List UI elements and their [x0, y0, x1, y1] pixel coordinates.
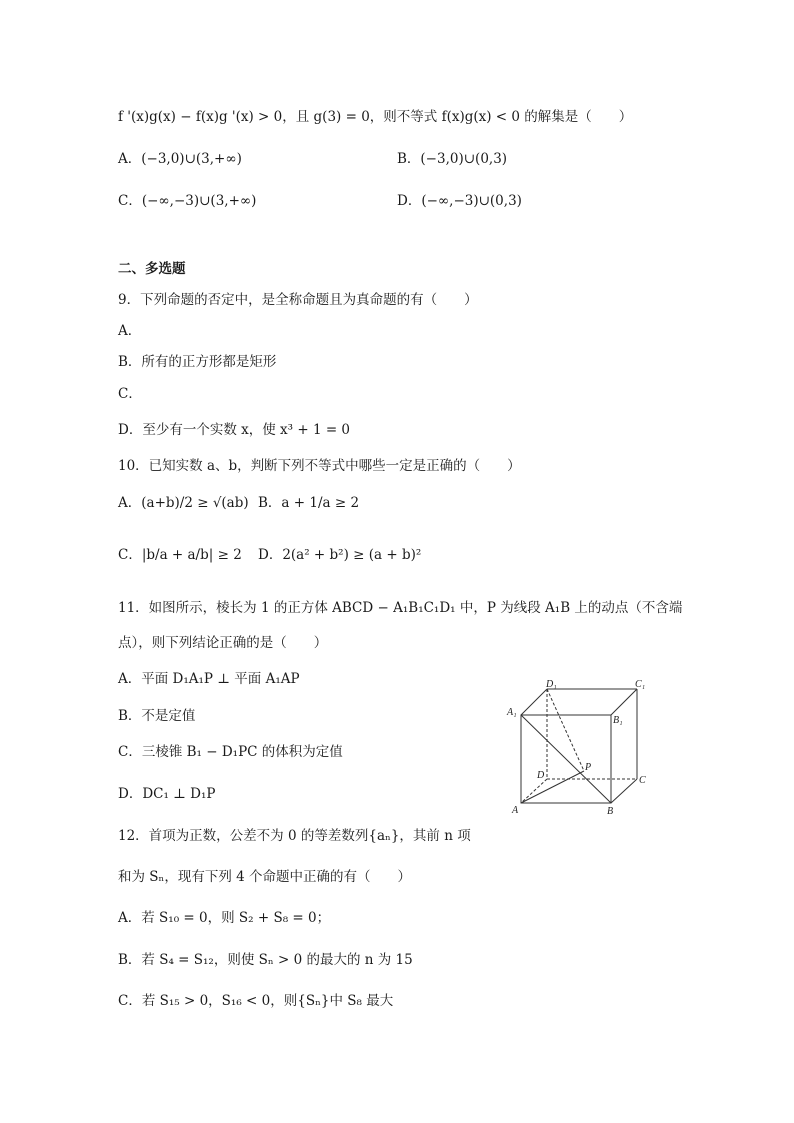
- cube-diagram: [506, 678, 656, 820]
- q9-option-c: C．: [118, 386, 142, 402]
- q8-option-b: B．(−3,0)∪(0,3): [397, 151, 508, 167]
- q9-option-b: B．所有的正方形都是矩形: [118, 354, 277, 370]
- q8-option-d: D．(−∞,−3)∪(0,3): [397, 193, 522, 209]
- q10-option-d: D．2(a² + b²) ≥ (a + b)²: [258, 547, 422, 563]
- q8-stem: f '(x)g(x) − f(x)g '(x) > 0，且 g(3) = 0，则不等式 f(x)g(x) < 0 的解集是（ ）: [118, 109, 633, 125]
- cube-visible-edges: [521, 689, 637, 803]
- q12-option-a: A．若 S₁₀ = 0，则 S₂ + S₈ = 0；: [118, 910, 331, 926]
- q12-option-b: B．若 S₄ = S₁₂，则使 Sₙ > 0 的最大的 n 为 15: [118, 952, 413, 968]
- cube-label-b: B: [607, 806, 614, 817]
- q10-option-a: A．(a+b)/2 ≥ √(ab): [118, 495, 249, 511]
- q11-stem-line2: 点），则下列结论正确的是（ ）: [118, 635, 328, 651]
- cube-label-d: D: [537, 770, 545, 781]
- q11-option-d: D．DC₁ ⊥ D₁P: [118, 786, 216, 802]
- q12-stem-line1: 12．首项为正数，公差不为 0 的等差数列{aₙ}，其前 n 项: [118, 828, 471, 844]
- q11-option-c: C．三棱锥 B₁ − D₁PC 的体积为定值: [118, 744, 343, 760]
- q11-option-a: A．平面 D₁A₁P ⊥ 平面 A₁AP: [118, 671, 300, 687]
- section-heading: 二、多选题: [118, 261, 186, 277]
- q9-option-d: D．至少有一个实数 x，使 x³ + 1 = 0: [118, 422, 351, 438]
- cube-label-a1: A₁: [507, 707, 517, 718]
- q11-stem-line1: 11．如图所示，棱长为 1 的正方体 ABCD − A₁B₁C₁D₁ 中，P 为线段 A₁B 上的动点（不含端: [118, 600, 683, 616]
- q9-option-a: A．: [118, 323, 142, 339]
- q9-stem: 9．下列命题的否定中，是全称命题且为真命题的有（ ）: [118, 292, 478, 308]
- q8-option-c: C．(−∞,−3)∪(3,+∞): [118, 193, 257, 209]
- cube-label-d1: D₁: [546, 679, 557, 690]
- cube-label-p: P: [585, 762, 592, 773]
- q10-option-b: B．a + 1/a ≥ 2: [258, 495, 360, 511]
- q12-option-c: C．若 S₁₅ > 0，S₁₆ < 0，则{Sₙ}中 S₈ 最大: [118, 993, 394, 1009]
- cube-label-c1: C₁: [635, 679, 646, 690]
- q11-option-b: B．不是定值: [118, 708, 196, 724]
- q10-stem: 10．已知实数 a、b，判断下列不等式中哪些一定是正确的（ ）: [118, 458, 521, 474]
- cube-label-a: A: [512, 805, 519, 816]
- cube-label-b1: B₁: [613, 715, 623, 726]
- q8-option-a: A．(−3,0)∪(3,+∞): [118, 151, 242, 167]
- q10-option-c: C．|b/a + a/b| ≥ 2: [118, 547, 242, 563]
- cube-label-c: C: [639, 775, 646, 786]
- q12-stem-line2: 和为 Sₙ，现有下列 4 个命题中正确的有（ ）: [118, 869, 412, 885]
